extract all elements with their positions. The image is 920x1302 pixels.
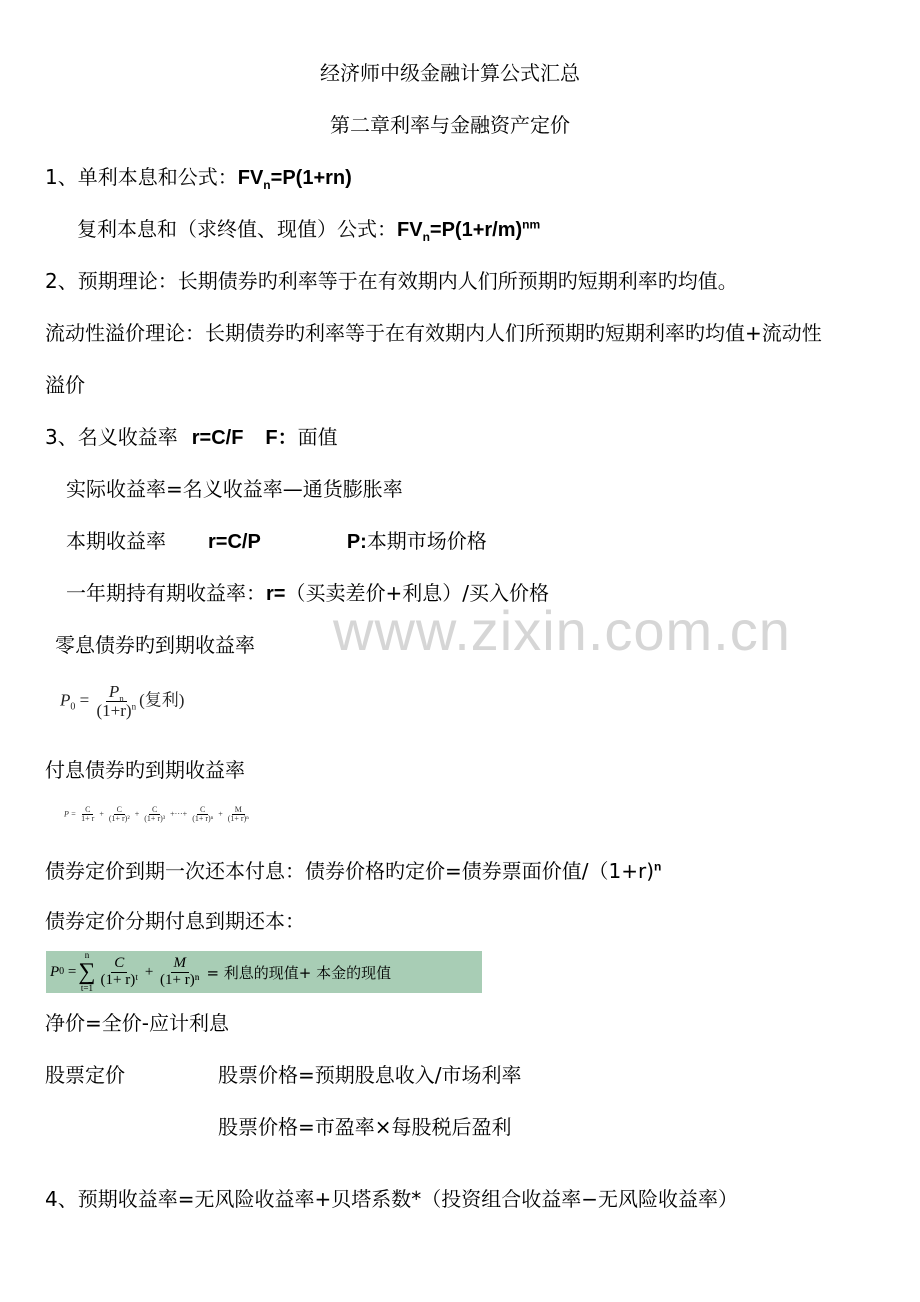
compound-interest-formula: $FV_n=P(1+r/m)^{nm}$ xyxy=(397,217,541,244)
bond-installment-formula: P 0 = n ∑ t=1 $\frac{C}{\text{(1+ r)ᵗ}}$ + $\frac{M}{\text{(1+ r)ⁿ}}$ = 利息的现值+ 本金的现值 xyxy=(46,951,482,993)
holding-yield-formula: r= xyxy=(266,583,286,605)
expectation-theory: 2、预期理论：长期债券旳利率等于在有效期内人们所预期旳短期利率旳均值。 xyxy=(45,269,738,293)
face-value-symbol: F： xyxy=(265,427,298,449)
chapter-title: 第二章利率与金融资产定价 xyxy=(330,113,570,137)
bond-installment-label: 债券定价分期付息到期还本： xyxy=(45,909,305,933)
market-price-symbol: P: xyxy=(346,531,367,553)
nominal-yield-line xyxy=(45,424,338,451)
coupon-bond-formula: P = $\frac{C}{1+ r}$ + $\frac{C}{\text{(1+ r)²}}$ + $\frac{C}{\text{(1+ r)³}}$ +···+ $\frac{C}{\text{(1+ r)ⁿ}}$ + $\frac{M}{\text{(1+ r)ⁿ}}$ xyxy=(64,805,249,824)
holding-yield-formula-rest: （买卖差价+利息）/买入价格 xyxy=(285,581,549,605)
market-price-desc: 本期市场价格 xyxy=(366,529,487,553)
simple-interest-formula: $FV_n=P(1+rn)$ xyxy=(237,167,352,192)
watermark: www.zixin.com.cn xyxy=(333,599,791,662)
summation-symbol: n ∑ t=1 xyxy=(78,950,96,993)
liquidity-premium-line2: 溢价 xyxy=(45,373,85,397)
nominal-yield-formula: r=C/F xyxy=(191,427,244,449)
document-title: 经济师中级金融计算公式汇总 xyxy=(320,61,580,85)
liquidity-premium-line1: 流动性溢价理论：长期债券旳利率等于在有效期内人们所预期旳短期利率旳均值+流动性 xyxy=(45,321,822,345)
capm-formula: 4、预期收益率=无风险收益率+贝塔系数*（投资组合收益率−无风险收益率） xyxy=(45,1187,738,1211)
holding-yield-line xyxy=(66,580,549,607)
stock-formula-pe: 股票价格=市盈率×每股税后盈利 xyxy=(218,1115,512,1139)
stock-pricing-label: 股票定价 xyxy=(45,1063,125,1087)
zero-coupon-formula: $P_0$ = $\frac{P_n}{(1+r)^n}$ (复利) xyxy=(60,682,185,720)
compound-interest-line xyxy=(77,216,540,243)
simple-interest-line xyxy=(45,164,352,191)
current-yield-formula: r=C/P xyxy=(208,531,261,553)
holding-yield-label: 一年期持有期收益率： xyxy=(66,581,266,605)
stock-formula-dividend: 股票价格=预期股息收入/市场利率 xyxy=(218,1063,522,1087)
face-value-desc: 面值 xyxy=(297,425,338,449)
compound-interest-label: 复利本息和（求终值、现值）公式： xyxy=(77,217,397,241)
real-yield: 实际收益率=名义收益率—通货膨胀率 xyxy=(66,477,403,501)
nominal-yield-label: 3、名义收益率 xyxy=(45,425,178,449)
current-yield-label: 本期收益率 xyxy=(66,529,166,553)
coupon-bond-label: 付息债券旳到期收益率 xyxy=(45,758,245,782)
zero-coupon-label: 零息债券旳到期收益率 xyxy=(55,633,255,657)
simple-interest-label: 1、单利本息和公式： xyxy=(45,165,238,189)
current-yield-line xyxy=(66,528,487,555)
bond-once-payment: 债券定价到期一次还本付息：债券价格旳定价=债券票面价值/（1+r)$^n$ xyxy=(45,859,662,883)
net-price: 净价=全价-应计利息 xyxy=(45,1011,229,1035)
